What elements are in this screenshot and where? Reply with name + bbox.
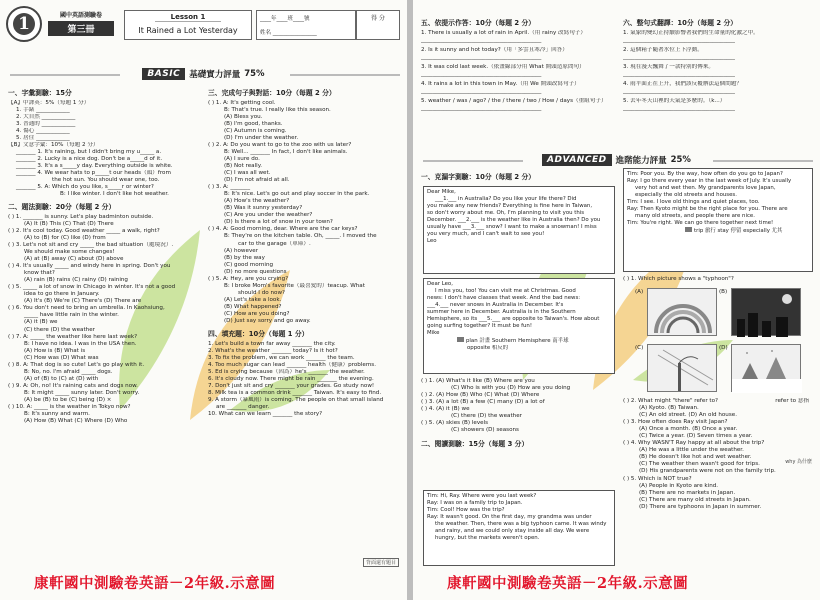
picture-d-snow	[731, 344, 801, 392]
book-icon	[685, 227, 692, 232]
vocab-item: 3. 普通的 ____________	[16, 120, 76, 127]
lesson-box: Lesson 1 It Rained a Lot Yesterday	[124, 10, 252, 40]
dialog-box-2: Tim: Poor you. By the way, how often do you go to Japan? Ray: I go there every year in the last week of July. It's usually very hot and wet then. My grandparents love Japan, especially the old streets and houses. Tim: I see. I love old things and quiet places, too. Ray: Then Kyoto might be the right place for you. There are many old streets, and people there are nice. Tim: You're right. We can go there together next time! trip 旅行 stay 停留 especially 尤其	[623, 168, 813, 272]
vocab-item: 1. 手錶 ____________	[16, 106, 70, 113]
score-box: 得 分	[356, 10, 400, 40]
picture-c-typhoon	[647, 344, 717, 392]
cloze-section: 一、克漏字測驗：10分（每題 2 分）	[421, 173, 536, 181]
series-title: 國中英語測驗卷 第三冊	[48, 10, 114, 36]
vocab-item: 5. 居住 ____________	[16, 134, 70, 141]
dialog-box-1: Tim: Hi, Ray. Where were you last week? Ray: I was on a family trip to Japan. Tim: Cool! How was the trip? Ray: It wasn't good. On the first day, my grandma was under the weather. Then, there was a big typhoon came. It was windy and rainy, and we could only stay inside all day. We were hungry, but the markets weren't open.	[423, 490, 615, 566]
snow-scene-icon	[732, 345, 802, 393]
rainbow-icon	[648, 289, 718, 337]
vocab-item: 2. 大自然 ____________	[16, 113, 76, 120]
reading-q1: ( ) 1. Which picture shows a "typhoon"?	[623, 276, 734, 282]
picture-a-rainbow	[647, 288, 717, 336]
left-page	[0, 0, 407, 600]
header-badge	[6, 6, 42, 42]
watermark-text-right: 康軒國中測驗卷英語－2年級.示意圖	[447, 575, 689, 592]
vocab-item: 4. 傷心 ____________	[16, 127, 70, 134]
left-page-right-column: 三、完成句子與對話：10分（每題 2 分） ( ) 1. A: It's getting cool. B: That's true. I really like this season. (A) Bless you. (B) I'm good, thanks. (C) Autumn is coming. (D) I'm under the weather. ( ) 2. A: Do you want to go to the zoo with us later? B: Well... _______ In fact, I don't like animals. (A) I sure do. (B) Not really. (C) I was all wet. (D) I'm not afraid at all. ( ) 3. A: _______ B: It's nice. Let's go out and play soccer in the park. (A) How's the weather? (B) Was it sunny yesterday? (C) Are you under the weather? (D) Is there a lot of snow in your town? ( ) 4. A: Good morning, dear. Where are the car keys? B: They're on the kitchen table. Oh, _____. I moved the car to the garage（車庫）. (A) however (B) by the way (C) good morning (D) no more questions ( ) 5. A: Hey, are you crying? B: I broke Mom's favorite（最喜愛的）teacup. What should I do now? (A) Let's take a look. (B) What happened? (C) How are you doing? (D) Just say sorry and go away. 四、填充題：10分（每題 1 分） 1. Let's build a town far away _______ the city. 2. What's the weather _______ today? Is it hot? 3. To fix the problem, we can work _______ the team. 4. Too much sugar can lead _______ health（健康）problems. 5. Ed is crying because（因為）he's _______ the weather. 6. It's cloudy now. There might be rain _______ the evening. 7. Don't just sit and cry _______ your grades. Go study now! 8. Milk tea is a common drink _______ Taiwan. It's easy to find. 9. A storm（暴風雨）is coming. The people on that small island are _______ danger. 10. What can we learn _______ the story?	[208, 89, 384, 418]
letter-box-2: Dear Leo, I miss you, too! You can visit me at Christmas. Good news: I don't have classes that week. And the bad news: ___4.___ never snows in Australia in December. It's summer here in December. Australia is in the Southern Hemisphere, so its ___5.___ are opposite to Taiwan's. How about going surfing together? It must be fun! Mike plan 計畫 Southern Hemisphere 南半球 opposite 相反的	[423, 278, 615, 374]
cloze-questions: ( ) 1. (A) What's it like (B) Where are you (C) Who is with you (D) How are you doing ( ) 2. (A) How (B) Who (C) What (D) Where ( ) 3. (A) a lot (B) a few (C) many (D) a lot of ( ) 4. (A) it (B) we (C) there (D) the weather ( ) 5. (A) skies (B) levels (C) showers (D) seasons 二、閱讀測驗：15分（每題 3 分）	[421, 378, 571, 449]
reading-questions: ( ) 2. What might "there" refer to? refer to 意指 (A) Kyoto. (B) Taiwan. (C) An old street. (D) An old house. ( ) 3. How often does Ray visit Japan? (A) Once a month. (B) Once a year. (C) Twice a year. (D) Seven times a year. ( ) 4. Why WASN'T Ray happy at all about the trip? (A) He was a little under the weather. (B) He doesn't like hot and wet weather. (C) The weather then wasn't good for trips. (D) His grandparents were not on the family trip. ( ) 5. Which is NOT true? (A) People in Kyoto are kind. (B) There are no markets in Japan. (C) There are many old streets in Japan. (D) There are typhoons in Japan in summer.	[623, 398, 809, 510]
right-page: 五、依提示作答：10分（每題 2 分） 1. There is usually a lot of rain in April.（用 rainy 改寫句子） ___________________________________________ 2. Is it sunny and hot today?（用「多雲且寒冷」回答） ___________________________________________ 3. It was cold last week.（依畫線部分用 What 開頭造原問句） ___________________________________________ 4. It rains a lot in this town in May.（用 We 開頭改寫句子） ___________________________________________ 5. weather / was / ago? / the / there / two / How / days（重組句子） ___________________________________________ 六、整句式翻譯：10分（每題 2 分） 1. 氣象的變幻正持續影響著我們的生命量的化激之中。 ________________________________________ 2. 這個箱子隨著水位上下浮動。 ________________________________________ 3. 現在漫天飄舞了一款特別的傳來。 ________________________________________ 4. 雨平面正在上升，我們該反覆辦法這個問題？ ________________________________________ 5. 去年冬天山裡的天氣是多麼的。（k...） ________________________________________ ADVANCED 進階能力評量 25% 一、克漏字測驗：10分（每題 2 分） Dear Mike, ___1.___ in Australia? Do you like your life there? Did you make any new friends? Everything is fine here in Taiwan, so don't worry about me. Oh, I'm planning to visit you this December. ___2.___ is the weather like in Australia then? Do you usually have ___3.___ snow? I want to make a snowman! I miss you very much, and I can't wait to see you! Leo Dear Leo, I miss you, too! You can visit me at Christmas. Good news: I don't have classes that week. And the bad news: ___4.___ never snows in Australia in December. It's summer here in December. Australia is in the Southern Hemisphere, so its ___5.___ are opposite to Taiwan's. How about going surfing together? It must be fun! Mike plan 計畫 Southern Hemisphere 南半球 opposite 相反的 ( ) 1. (A) What's it like (B) Where are you (C) Who is with you (D) How are you doing ( ) 2. (A) How (B) Who (C) What (D) Where ( ) 3. (A) a lot (B) a few (C) many (D) a lot of ( ) 4. (A) it (B) we (C) there (D) the weather ( ) 5. (A) skies (B) levels (C) showers (D) seasons 二、閱讀測驗：15分（每題 3 分） Tim: Hi, Ray. Where were you last week? Ray: I was on a family trip to Japan. Tim: Cool! How was the trip? Ray: It wasn't good. On the first day, my grandma was under the weather. Then, there was a big typhoon came. It was windy and rainy, and we could only stay inside all day. We were hungry, but the markets weren't open. Tim: Poor you. By the way, how often do you go to Japan? Ray: I go there every year in the last week of July. It's usually very hot and wet then. My grandparents love Japan, especially the old streets and houses. Tim: I see. I love old things and quiet places, too. Ray: Then Kyoto might be the right place for you. There are many old streets, and people there are nice. Tim: You're right. We can go there together next time! trip 旅行 stay 停留 especially 尤其 ( ) 1. Which picture shows a "typhoon"? (A) (B) (C) (D) ( ) 2. What might "there" refer to? refer to 意指 (A) Kyoto. (B) Taiwan. (C) An old street. (D) An old house. ( ) 3. How often does Ray visit Japan? (A) Once a month. (B) Once a year. (C) Twice a year. (D) Seven times a year. ( ) 4. Why WASN'T Ray happy at all about the trip? (A) He was a little under the weather. (B) He doesn't like hot and wet weather. (C) The weather then wasn't good for trips. (D) His grandparents were not on the family trip. ( ) 5. Which is NOT true? (A) People in Kyoto are kind. (B) There are no markets in Japan. (C) There are many old streets in Japan. (D) There are typhoons in Japan in summer. why 為什麼 康軒國中測驗卷英語－2年級.示意圖	[413, 0, 820, 600]
basic-band: BASIC 基礎實力評量 75%	[0, 66, 407, 82]
book-icon	[457, 337, 464, 342]
section-five: 五、依提示作答：10分（每題 2 分） 1. There is usually a lot of rain in April.（用 rainy 改寫句子） ___________________________________________ 2. Is it sunny and hot today?（用「多雲且寒冷」回答） ___________________________________________ 3. It was cold last week.（依畫線部分用 What 開頭造原問句） ___________________________________________ 4. It rains a lot in this town in May.（用 We 開頭改寫句子） ___________________________________________ 5. weather / was / ago? / the / there / two / How / days（重組句子） ___________________________________________	[421, 19, 607, 111]
night-sky-icon	[732, 289, 802, 337]
storm-icon	[648, 345, 718, 393]
left-column: 一、字彙測驗：15分 【A】中譯英：5%（每題 1 分） 1. 手錶 ____________ 2. 大自然 ____________ 3. 普通的 ____________ 4. 傷心 ____________ 5. 居住 ____________ 【B】文意字彙：10%（每題 2 分） _______ 1. It's raining, but I didn't bring my u_____ a. _______ 2. Lucky is a nice dog. Don't be a_____d of it. _______ 3. It's a s_____y day. Everything outside is white. _______ 4. We wear hats to p_____t our heads（頭）from the hot sun. You should wear one, too. _______ 5. A: Which do you like, s_____r or winter? B: I like winter. I don't like hot weather. 二、題法測驗：20分（每題 2 分） ( ) 1. _______ is sunny. Let's play badminton outside. (A) It (B) This (C) That (D) There ( ) 2. It's cool today. Good weather _____ a walk, right? (A) to (B) for (C) like (D) from ( ) 3. Let's not sit and cry _____ the bad situation（處境況）. We should make some changes! (A) at (B) away (C) about (D) above ( ) 4. It's usually _____ and windy here in spring. Don't you know that? (A) rain (B) rains (C) rainy (D) raining ( ) 5. _____ a lot of snow in Chicago in winter. It's not a good idea to go there in January. (A) It's (B) We're (C) There's (D) There are ( ) 6. You don't need to bring an umbrella. In Kaohsiung, _____ have little rain in the winter. (A) it (B) we (C) there (D) the weather ( ) 7. A: _____ the weather like here last week? B: I have no idea. I was in the USA then. (A) How is (B) What is (C) How was (D) What was ( ) 8. A: That dog is so cute! Let's go play with it. B: No, no. I'm afraid _____ dogs. (A) of (B) to (C) at (D) with ( ) 9. A: Oh, no! It's raining cats and dogs now. B: It might _____ sunny later. Don't worry. (A) be (B) to be (C) being (D) × ( ) 10. A: _____ is the weather in Tokyo now? B: It's sunny and warm. (A) How (B) What (C) Where (D) Who	[8, 84, 204, 425]
letter-box-1: Dear Mike, ___1.___ in Australia? Do you like your life there? Did you make any new friends? Everything is fine here in Taiwan, so don't worry about me. Oh, I'm planning to visit you this December. ___2.___ is the weather like in Australia then? Do you usually have ___3.___ snow? I want to make a snowman! I miss you very much, and I can't wait to see you! Leo	[423, 186, 615, 274]
watermark-text-left: 康軒國中測驗卷英語－2年級.示意圖	[34, 575, 276, 592]
lesson-number-badge: 1	[13, 13, 35, 35]
page-footer-note: 背面還有題目	[363, 558, 399, 567]
picture-b-night	[731, 288, 801, 336]
advanced-band: ADVANCED 進階能力評量 25%	[413, 152, 820, 168]
student-info-box: ____年____班____號 姓名 ________________	[256, 10, 356, 40]
section-six: 六、整句式翻譯：10分（每題 2 分） 1. 氣象的變幻正持續影響著我們的生命量的化激之中。 ________________________________________ 2. 這個箱子隨著水位上下浮動。 ________________________________________ 3. 現在漫天飄舞了一款特別的傳來。 ________________________________________ 4. 雨平面正在上升，我們該反覆辦法這個問題？ ________________________________________ 5. 去年冬天山裡的天氣是多麼的。（k...） ________________________________________	[623, 19, 759, 111]
why-gloss: why 為什麼	[785, 459, 812, 465]
